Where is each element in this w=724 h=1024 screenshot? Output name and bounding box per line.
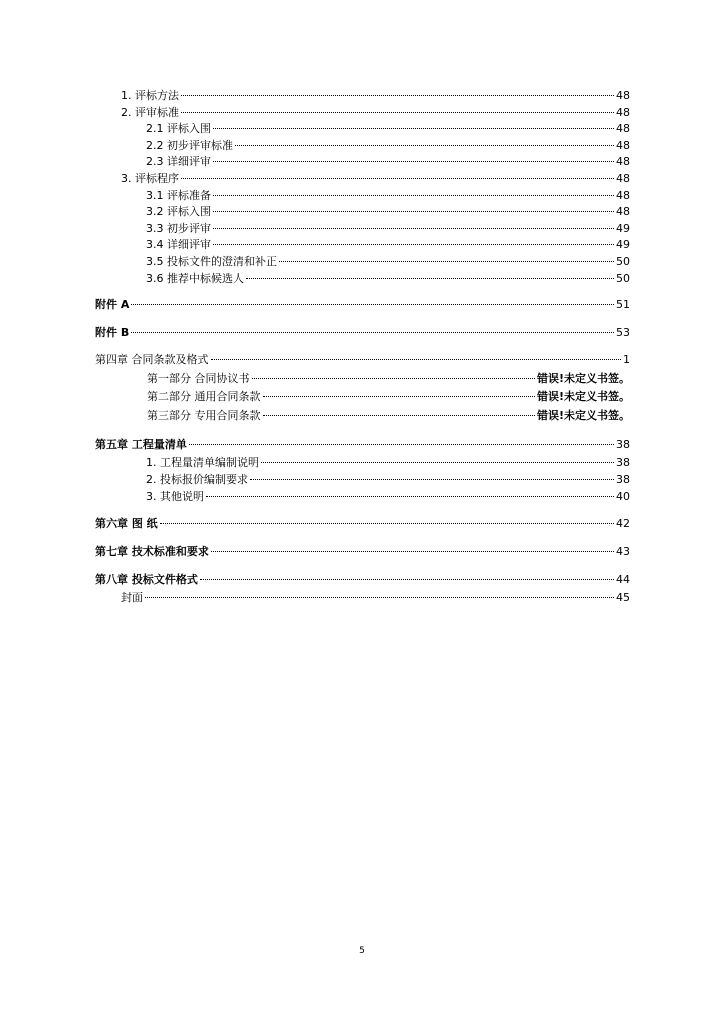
toc-entry-label: 第一部分 合同协议书: [147, 372, 250, 385]
toc-entry-label: 3.1 评标准备: [146, 189, 211, 202]
toc-entry[interactable]: [146, 490, 630, 504]
toc-entry[interactable]: [146, 456, 630, 470]
toc-entry-label: 附件 B: [95, 326, 130, 339]
toc-entry-page: 50: [616, 272, 630, 285]
dot-leader: [181, 178, 614, 179]
toc-entry-label: 3. 其他说明: [146, 490, 204, 503]
toc-entry-page: 48: [616, 155, 630, 168]
toc-entry-page: 51: [616, 298, 630, 311]
toc-entry[interactable]: [121, 172, 630, 186]
toc-entry-label: 3.2 评标入围: [146, 205, 211, 218]
toc-entry-page-error: 错误!未定义书签。: [536, 390, 630, 403]
toc-entry-label: 3.5 投标文件的澄清和补正: [146, 255, 277, 268]
toc-entry-page: 48: [616, 205, 630, 218]
toc-entry-page: 48: [616, 189, 630, 202]
dot-leader: [211, 551, 614, 552]
dot-leader: [213, 128, 614, 129]
toc-entry-page: 53: [616, 326, 630, 339]
toc-entry-page: 48: [616, 139, 630, 152]
toc-entry-label: 第四章 合同条款及格式: [95, 353, 209, 366]
toc-entry-label: 2.3 详细评审: [146, 155, 211, 168]
toc-entry[interactable]: [146, 155, 630, 169]
toc-entry-label: 第八章 投标文件格式: [95, 573, 198, 586]
toc-entry[interactable]: [146, 255, 630, 269]
toc-entry[interactable]: [146, 139, 630, 153]
toc-entry-label: 3. 评标程序: [121, 172, 179, 185]
toc-entry[interactable]: [146, 122, 630, 136]
toc-entry-label: 第三部分 专用合同条款: [147, 409, 261, 422]
toc-entry-page: 38: [616, 473, 630, 486]
toc-entry-page: 38: [616, 438, 630, 451]
dot-leader: [261, 462, 614, 463]
dot-leader: [250, 479, 614, 480]
toc-entry-label: 3.6 推荐中标候选人: [146, 272, 244, 285]
toc-entry[interactable]: [146, 272, 630, 286]
toc-entry[interactable]: [147, 409, 630, 423]
toc-entry[interactable]: [95, 353, 630, 367]
dot-leader: [235, 145, 614, 146]
toc-entry[interactable]: [121, 89, 630, 103]
toc-entry-page: 50: [616, 255, 630, 268]
toc-entry[interactable]: [147, 372, 630, 386]
toc-entry[interactable]: [121, 106, 630, 120]
toc-entry[interactable]: [121, 591, 630, 605]
toc-entry-label: 2. 评审标准: [121, 106, 179, 119]
toc-entry-page: 49: [616, 222, 630, 235]
dot-leader: [213, 211, 614, 212]
toc-entry-page: 43: [616, 545, 630, 558]
toc-entry-label: 第七章 技术标准和要求: [95, 545, 209, 558]
toc-entry[interactable]: [95, 545, 630, 559]
toc-entry-label: 2.1 评标入围: [146, 122, 211, 135]
toc-entry-page: 49: [616, 238, 630, 251]
dot-leader: [181, 95, 614, 96]
toc-entry-label: 1. 评标方法: [121, 89, 179, 102]
dot-leader: [246, 278, 614, 279]
dot-leader: [279, 261, 614, 262]
toc-entry-label: 3.3 初步评审: [146, 222, 211, 235]
toc-entry[interactable]: [95, 438, 630, 452]
toc-entry-label: 第五章 工程量清单: [95, 438, 187, 451]
dot-leader: [131, 332, 614, 333]
toc-entry-label: 第六章 图 纸: [95, 517, 158, 530]
dot-leader: [181, 112, 614, 113]
toc-entry-page-error: 错误!未定义书签。: [536, 409, 630, 422]
toc-entry-page: 48: [616, 106, 630, 119]
toc-entry[interactable]: [95, 517, 630, 531]
dot-leader: [252, 378, 535, 379]
toc-entry-page: 48: [616, 172, 630, 185]
dot-leader: [206, 496, 614, 497]
toc-entry-page: 1: [623, 353, 630, 366]
dot-leader: [213, 244, 614, 245]
dot-leader: [200, 579, 614, 580]
toc-entry-page: 44: [616, 573, 630, 586]
toc-entry-label: 3.4 详细评审: [146, 238, 211, 251]
dot-leader: [131, 304, 614, 305]
toc-entry[interactable]: [146, 205, 630, 219]
toc-entry-page: 38: [616, 456, 630, 469]
dot-leader: [145, 597, 614, 598]
toc-entry-label: 附件 A: [95, 298, 130, 311]
dot-leader: [189, 444, 614, 445]
toc-entry[interactable]: [146, 473, 630, 487]
toc-entry-page: 48: [616, 122, 630, 135]
dot-leader: [160, 523, 614, 524]
toc-entry-page: 48: [616, 89, 630, 102]
page-number: 5: [359, 946, 365, 956]
toc-entry[interactable]: [147, 390, 630, 404]
toc-entry[interactable]: [146, 189, 630, 203]
dot-leader: [211, 359, 622, 360]
toc-entry-page: 40: [616, 490, 630, 503]
toc-entry-page: 42: [616, 517, 630, 530]
toc-entry[interactable]: [95, 326, 630, 340]
toc-entry[interactable]: [95, 573, 630, 587]
dot-leader: [263, 415, 535, 416]
dot-leader: [263, 396, 535, 397]
dot-leader: [213, 228, 614, 229]
toc-entry-label: 第二部分 通用合同条款: [147, 390, 261, 403]
toc-entry-label: 封面: [121, 591, 143, 604]
toc-entry[interactable]: [146, 238, 630, 252]
toc-entry[interactable]: [95, 298, 630, 312]
toc-entry-label: 1. 工程量清单编制说明: [146, 456, 259, 469]
toc-entry-label: 2.2 初步评审标准: [146, 139, 233, 152]
dot-leader: [213, 195, 614, 196]
dot-leader: [213, 161, 614, 162]
toc-entry-label: 2. 投标报价编制要求: [146, 473, 248, 486]
toc-entry-page: 45: [616, 591, 630, 604]
toc-entry-page-error: 错误!未定义书签。: [536, 372, 630, 385]
toc-entry[interactable]: [146, 222, 630, 236]
